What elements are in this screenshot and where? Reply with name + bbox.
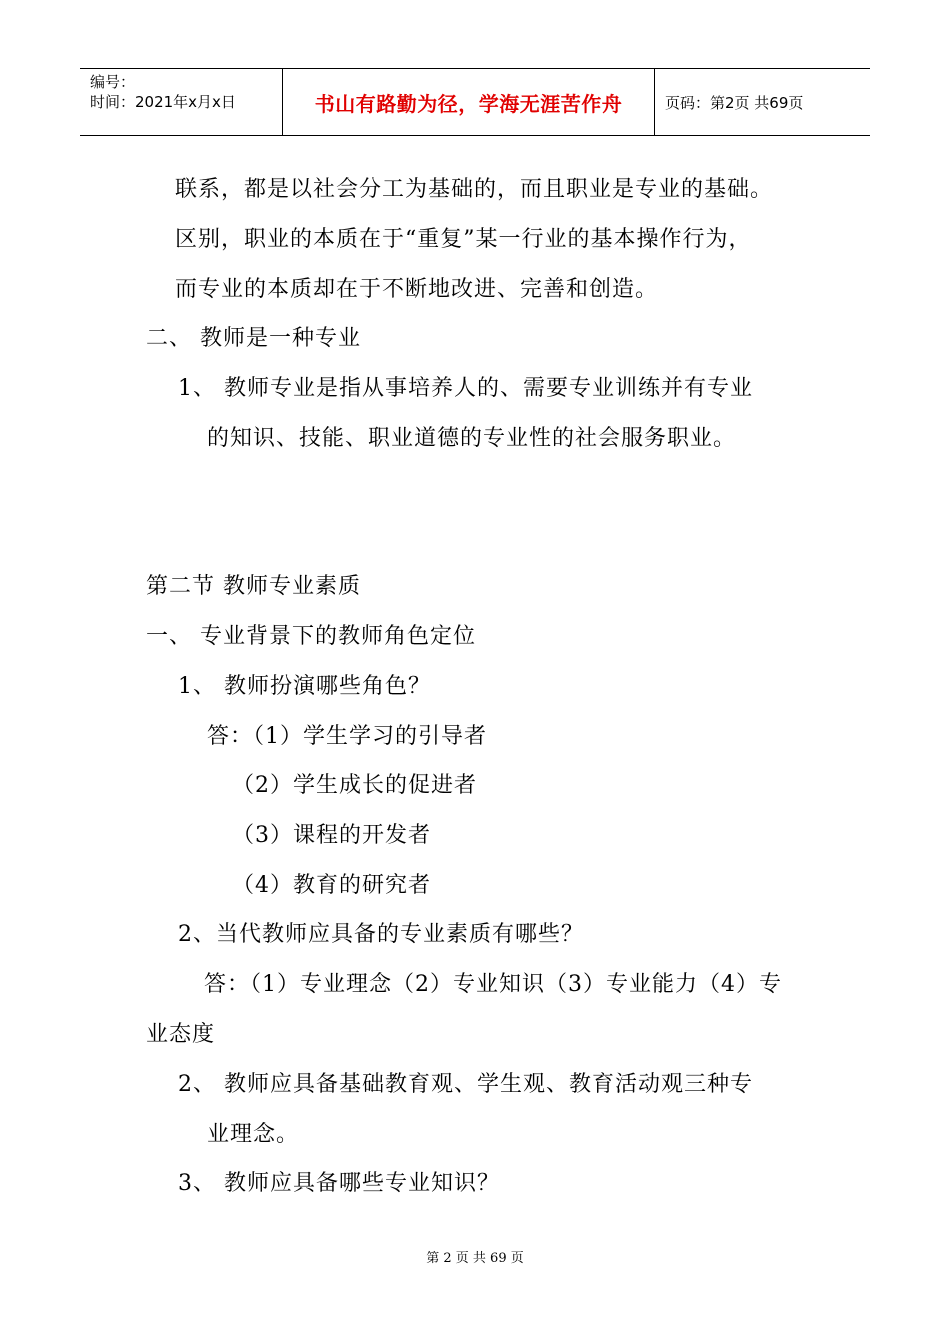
- answer-line: （2）学生成长的促进者: [232, 773, 477, 798]
- body-line: 区别，职业的本质在于“重复”某一行业的基本操作行为，: [175, 227, 752, 252]
- question-line: 1、 教师扮演哪些角色？: [178, 674, 431, 699]
- section-heading: 二、 教师是一种专业: [146, 326, 361, 351]
- page-header: [80, 68, 870, 136]
- answer-line: 业态度: [146, 1022, 216, 1047]
- page-footer: 第 2 页 共 69 页: [426, 1251, 524, 1266]
- header-motto-cell: [283, 69, 655, 135]
- body-line: 的知识、技能、职业道德的专业性的社会服务职业。: [207, 426, 737, 451]
- question-line: 2、当代教师应具备的专业素质有哪些？: [178, 922, 584, 947]
- body-line: 业理念。: [207, 1122, 300, 1147]
- answer-line: （4）教育的研究者: [232, 873, 431, 898]
- question-line: 3、 教师应具备哪些专业知识？: [178, 1171, 500, 1196]
- section-heading: 一、 专业背景下的教师角色定位: [146, 624, 476, 649]
- document-number-label: 编号：: [90, 73, 136, 91]
- body-line: 1、 教师专业是指从事培养人的、需要专业训练并有专业: [178, 376, 753, 401]
- answer-line: 答：（1）学生学习的引导者: [207, 724, 487, 749]
- header-left-cell: [80, 69, 283, 135]
- document-time-label: 时间：2021年x月x日: [90, 93, 236, 111]
- header-page-info: 页码：第2页 共69页: [665, 93, 804, 112]
- section-title: 第二节 教师专业素质: [146, 574, 361, 599]
- header-motto: 书山有路勤为径，学海无涯苦作舟: [314, 91, 623, 116]
- answer-line: （3）课程的开发者: [232, 823, 431, 848]
- body-line: 联系，都是以社会分工为基础的，而且职业是专业的基础。: [175, 177, 774, 202]
- body-line: 2、 教师应具备基础教育观、学生观、教育活动观三种专: [178, 1072, 753, 1097]
- header-page-cell: [655, 69, 870, 135]
- answer-line: 答：（1）专业理念（2）专业知识（3）专业能力（4）专: [204, 972, 782, 997]
- body-line: 而专业的本质却在于不断地改进、完善和创造。: [175, 277, 659, 302]
